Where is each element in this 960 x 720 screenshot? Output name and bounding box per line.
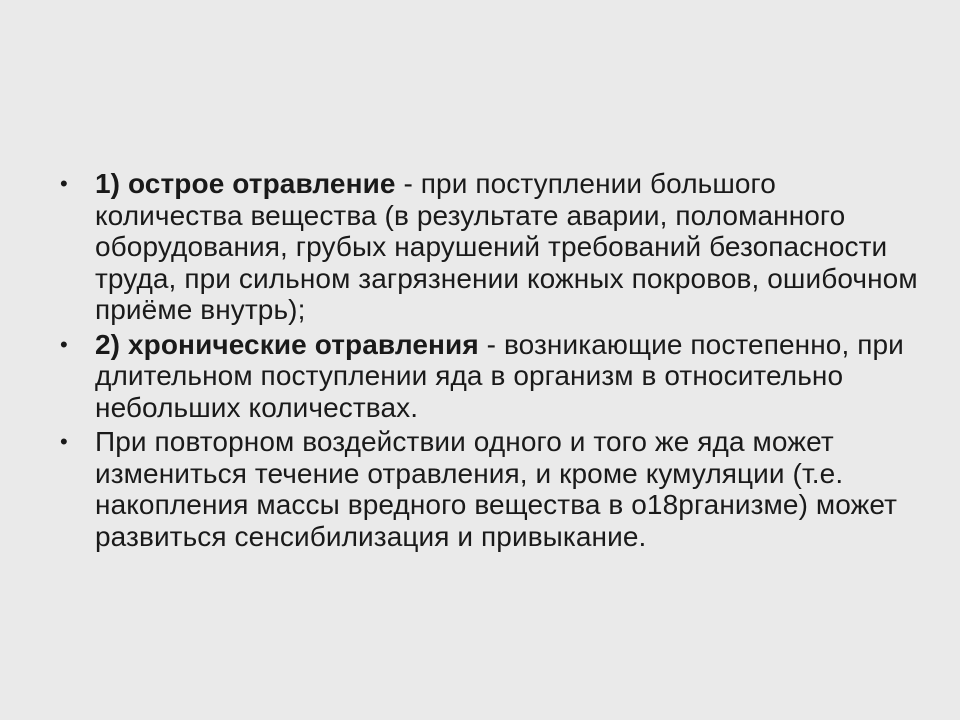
description-acute-poisoning: - при поступлении большого количества вещества (в результате аварии, поломанного оборудования, грубых нарушений требований безопасности труда, при сильном загрязнении кожных покровов, ошибочном приёме внутрь); <box>95 168 918 325</box>
term-acute-poisoning: 1) острое отравление <box>95 168 396 199</box>
bullet-icon: • <box>60 331 68 357</box>
description-chronic-poisoning: - возникающие постепенно, при длительном поступлении яда в организм в относительно небольших количествах. <box>95 328 904 423</box>
bullet-item-chronic-poisoning <box>60 329 920 424</box>
bullet-list <box>60 168 920 552</box>
bullet-icon: • <box>60 171 68 196</box>
slide-content <box>60 168 920 555</box>
description-repeated-exposure: При повторном воздействии одного и того же яда может измениться течение отравления, и кроме кумуляции (т.е. накопления массы вредного вещества в о18рганизме) может развиться сенсибилизация и привыкание. <box>95 426 898 552</box>
bullet-icon: • <box>60 429 68 454</box>
bullet-item-acute-poisoning <box>60 168 920 326</box>
term-chronic-poisoning: 2) хронические отравления <box>95 328 479 360</box>
bullet-item-repeated-exposure <box>60 426 920 552</box>
